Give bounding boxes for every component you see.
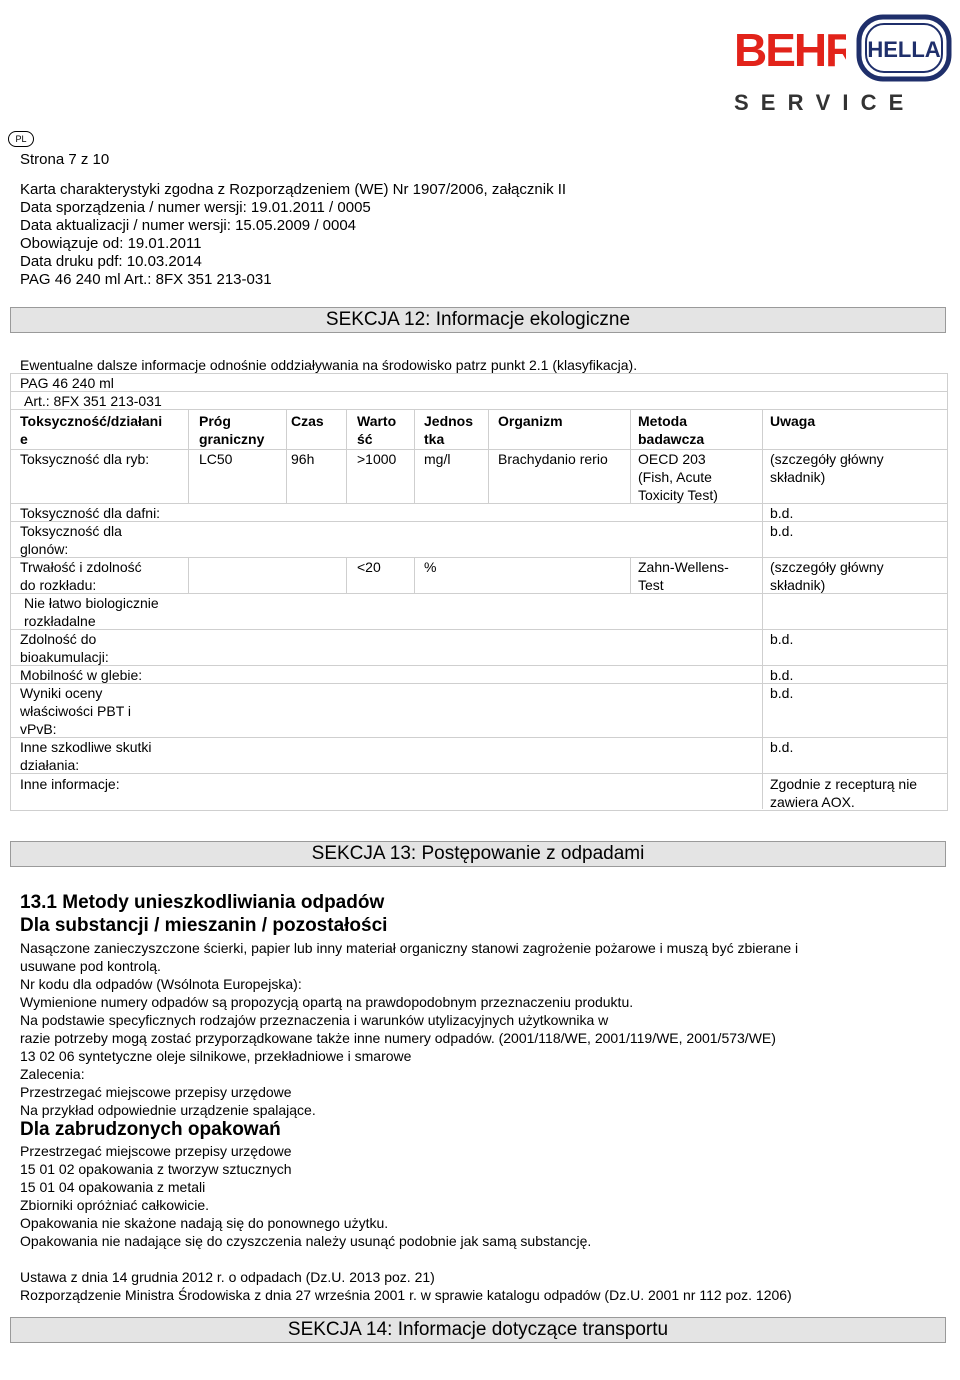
waste-text-line: razie potrzeby mogą zostać przyporządkowane także inne numery odpadów. (2001/118/WE, 2001/119/WE, 2001/573/WE) xyxy=(20,1030,776,1046)
header-line: Data sporządzenia / numer wersji: 19.01.2011 / 0005 xyxy=(20,199,371,216)
fish-time: 96h xyxy=(291,451,315,467)
packaging-heading: Dla zabrudzonych opakowań xyxy=(20,1119,281,1140)
waste-text-line: Na podstawie specyficznych rodzajów przeznaczenia i warunków utylizacyjnych użytkownika w xyxy=(20,1012,609,1028)
substance-heading: Dla substancji / mieszanin / pozostałości xyxy=(20,915,388,936)
hella-logo xyxy=(856,14,952,82)
packaging-text-line: Przestrzegać miejscowe przepisy urzędowe xyxy=(20,1143,292,1159)
col-header-time: Czas xyxy=(291,413,324,429)
product-name: PAG 46 240 ml xyxy=(20,375,114,391)
header-line: Data druku pdf: 10.03.2014 xyxy=(20,253,202,270)
hella-logo-graphic xyxy=(856,14,952,82)
bioacc-note: b.d. xyxy=(770,631,794,647)
section-14-title: SEKCJA 14: Informacje dotyczące transportu xyxy=(287,1319,669,1340)
header-line: Karta charakterystyki zgodna z Rozporządzeniem (WE) Nr 1907/2006, załącznik II xyxy=(20,181,567,198)
col-header-unit: Jednos tka xyxy=(424,413,474,447)
fish-threshold: LC50 xyxy=(199,451,233,467)
soil-label: Mobilność w glebie: xyxy=(20,667,143,683)
degradation-note: (szczegóły główny składnik) xyxy=(770,559,884,593)
algae-note: b.d. xyxy=(770,523,794,539)
degradation-method: Zahn-Wellens- Test xyxy=(638,559,729,593)
degradation-label: Trwałość i zdolność do rozkładu: xyxy=(20,559,142,593)
section-14-title-bar xyxy=(10,1317,946,1343)
pbt-label: Wyniki oceny właściwości PBT i vPvB: xyxy=(20,685,131,737)
algae-label: Toksyczność dla glonów: xyxy=(20,523,122,557)
legal-reference: Ustawa z dnia 14 grudnia 2012 r. o odpadach (Dz.U. 2013 poz. 21) xyxy=(20,1269,435,1285)
daphnia-label: Toksyczność dla dafni: xyxy=(20,505,161,521)
section-13-title-bar xyxy=(10,841,946,867)
col-header-organism: Organizm xyxy=(498,413,563,429)
fish-label: Toksyczność dla ryb: xyxy=(20,451,150,467)
packaging-text-line: 15 01 04 opakowania z metali xyxy=(20,1179,206,1195)
other-effects-label: Inne szkodliwe skutki działania: xyxy=(20,739,152,773)
section-12-intro: Ewentualne dalsze informacje odnośnie oddziaływania na środowisko patrz punkt 2.1 (klasyfikacja). xyxy=(20,357,638,373)
degradation-sub: Nie łatwo biologicznie rozkładalne xyxy=(24,595,159,629)
header-line: Obowiązuje od: 19.01.2011 xyxy=(20,235,202,252)
section-13-title: SEKCJA 13: Postępowanie z odpadami xyxy=(311,843,645,864)
col-header-method: Metoda badawcza xyxy=(638,413,705,447)
legal-reference: Rozporządzenie Ministra Środowiska z dnia 27 września 2001 r. w sprawie katalogu odpadów (Dz.U. 2001 nr 112 poz. 1206) xyxy=(20,1287,792,1303)
other-info-label: Inne informacje: xyxy=(20,776,120,792)
col-header-value: Warto ść xyxy=(357,413,397,447)
packaging-text-line: 15 01 02 opakowania z tworzyw sztucznych xyxy=(20,1161,292,1177)
header-line: PAG 46 240 ml Art.: 8FX 351 213-031 xyxy=(20,271,272,288)
behr-logo xyxy=(734,22,846,74)
fish-note: (szczegóły główny składnik) xyxy=(770,451,884,485)
degradation-value: <20 xyxy=(357,559,381,575)
packaging-text-line: Zbiorniki opróżniać całkowicie. xyxy=(20,1197,210,1213)
col-header-note: Uwaga xyxy=(770,413,816,429)
language-badge-text: PL xyxy=(15,134,27,144)
service-tagline: S E R V I C E xyxy=(734,90,907,115)
waste-text-line: Nr kodu dla odpadów (Wsólnota Europejska): xyxy=(20,976,302,992)
fish-value: >1000 xyxy=(357,451,397,467)
section-12-title: SEKCJA 12: Informacje ekologiczne xyxy=(325,309,631,330)
bioacc-label: Zdolność do bioakumulacji: xyxy=(20,631,109,665)
waste-text-line: Przestrzegać miejscowe przepisy urzędowe xyxy=(20,1084,292,1100)
article-number: Art.: 8FX 351 213-031 xyxy=(24,393,162,409)
behr-logo-graphic xyxy=(734,22,846,74)
fish-unit: mg/l xyxy=(424,451,451,467)
header-line: Data aktualizacji / numer wersji: 15.05.2009 / 0004 xyxy=(20,217,357,234)
pbt-note: b.d. xyxy=(770,685,794,701)
section-12-title-bar xyxy=(10,307,946,333)
other-effects-note: b.d. xyxy=(770,739,794,755)
behr-logo-text: BEHR xyxy=(734,24,846,74)
degradation-unit: % xyxy=(424,559,437,575)
daphnia-note: b.d. xyxy=(770,505,794,521)
col-header-toxicity: Toksyczność/działani e xyxy=(20,413,163,447)
waste-text-line: Na przykład odpowiednie urządzenie spalające. xyxy=(20,1102,316,1118)
fish-organism: Brachydanio rerio xyxy=(498,451,608,467)
packaging-text-line: Opakowania nie nadające się do czyszczenia należy usunąć podobnie jak samą substancję. xyxy=(20,1233,592,1249)
waste-text-line: 13 02 06 syntetyczne oleje silnikowe, przekładniowe i smarowe xyxy=(20,1048,412,1064)
other-info-note: Zgodnie z recepturą nie zawiera AOX. xyxy=(770,776,918,810)
waste-text-line: Nasączone zanieczyszczone ścierki, papier lub inny materiał organiczny stanowi zagrożenie pożarowe i muszą być zbierane i xyxy=(20,940,799,956)
waste-text-line: Zalecenia: xyxy=(20,1066,85,1082)
language-badge xyxy=(8,131,34,147)
page-number: Strona 7 z 10 xyxy=(20,151,110,168)
col-header-threshold: Próg graniczny xyxy=(199,413,265,447)
section-13-1-heading: 13.1 Metody unieszkodliwiania odpadów xyxy=(20,892,385,913)
waste-text-line: Wymienione numery odpadów są propozycją opartą na prawdopodobnym przeznaczeniu produktu. xyxy=(20,994,634,1010)
hella-logo-text: HELLA xyxy=(867,37,941,62)
packaging-text-line: Opakowania nie skażone nadają się do ponownego użytku. xyxy=(20,1215,389,1231)
soil-note: b.d. xyxy=(770,667,794,683)
fish-method: OECD 203 (Fish, Acute Toxicity Test) xyxy=(638,451,718,503)
waste-text-line: usuwane pod kontrolą. xyxy=(20,958,161,974)
